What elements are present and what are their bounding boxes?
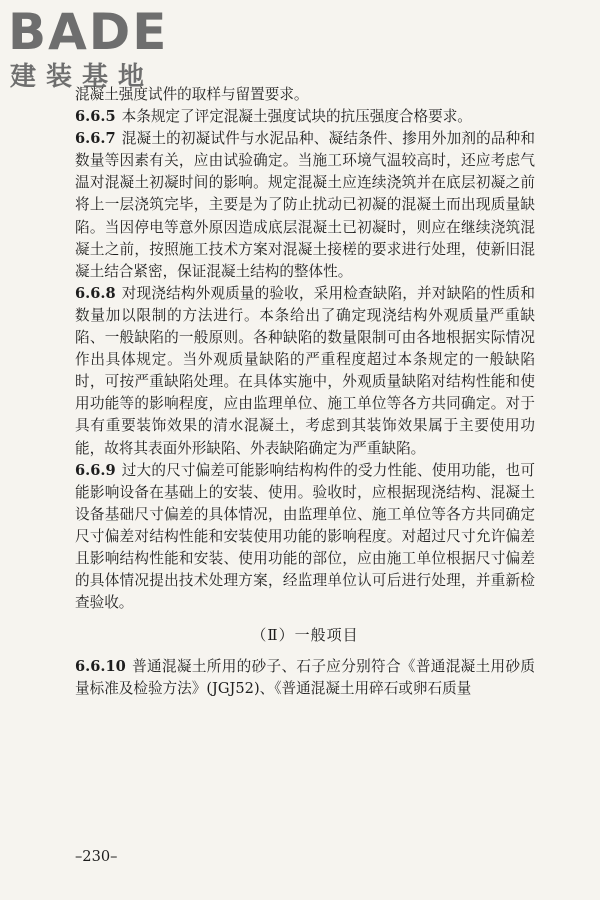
section-6-6-7	[75, 128, 535, 283]
section-number: 6.6.8	[75, 284, 116, 302]
section-text: 过大的尺寸偏差可能影响结构构件的受力性能、使用功能，也可能影响设备在基础上的安装、使用。验收时，应根据现浇结构、混凝土设备基础尺寸偏差的具体情况，由监理单位、施工单位等各方共同确定尺寸偏差对结构性能和安装使用功能的影响程度。对超过尺寸允许偏差且影响结构性能和安装、使用功能的部位，应由施工单位根据尺寸偏差的具体情况提出技术处理方案，经监理单位认可后进行处理，并重新检查验收。	[75, 461, 535, 612]
section-number: 6.6.7	[75, 130, 116, 148]
intro-line: 混凝土强度试件的取样与留置要求。	[75, 86, 309, 103]
general-items-heading: （Ⅱ）一般项目	[251, 626, 359, 645]
section-text: 普通混凝土所用的砂子、石子应分别符合《普通混凝土用砂质量标准及检验方法》(JGJ52)、《普通混凝土用碎石或卵石质量	[75, 658, 535, 698]
page-number: –230–	[75, 848, 118, 865]
document-body	[75, 84, 535, 701]
logo-subtitle: 建装基地	[10, 62, 155, 92]
section-text: 混凝土的初凝试件与水泥品种、凝结条件、掺用外加剂的品种和数量等因素有关，应由试验确定。当施工环境气温较高时，还应考虑气温对混凝土初凝时间的影响。规定混凝土应连续浇筑并在底层初凝之前将上一层浇筑完毕，主要是为了防止扰动已初凝的混凝土而出现质量缺陷。当因停电等意外原因造成底层混凝土已初凝时，则应在继续浇筑混凝土之前，按照施工技术方案对混凝土接槎的要求进行处理，使新旧混凝土结合紧密，保证混凝土结构的整体性。	[75, 130, 535, 280]
section-6-6-9	[75, 460, 535, 615]
section-6-6-10	[75, 656, 535, 700]
section-6-6-5	[75, 106, 535, 128]
bade-logo	[8, 4, 178, 96]
logo-wordmark: BADE	[8, 3, 169, 61]
section-number: 6.6.5	[75, 108, 116, 126]
section-text: 对现浇结构外观质量的验收，采用检查缺陷，并对缺陷的性质和数量加以限制的方法进行。本条给出了确定现浇结构外观质量严重缺陷、一般缺陷的一般原则。各种缺陷的数量限制可由各地根据实际情况作出具体规定。当外观质量缺陷的严重程度超过本条规定的一般缺陷时，可按严重缺陷处理。在具体实施中，外观质量缺陷对结构性能和使用功能等的影响程度，应由监理单位、施工单位等各方共同确定。对于具有重要装饰效果的清水混凝土，考虑到其装饰效果属于主要使用功能，故将其表面外形缺陷、外表缺陷确定为严重缺陷。	[75, 284, 535, 457]
section-number: 6.6.9	[75, 461, 116, 479]
section-number: 6.6.10	[75, 658, 126, 676]
section-6-6-8	[75, 283, 535, 460]
section-text: 本条规定了评定混凝土强度试块的抗压强度合格要求。	[121, 108, 472, 126]
